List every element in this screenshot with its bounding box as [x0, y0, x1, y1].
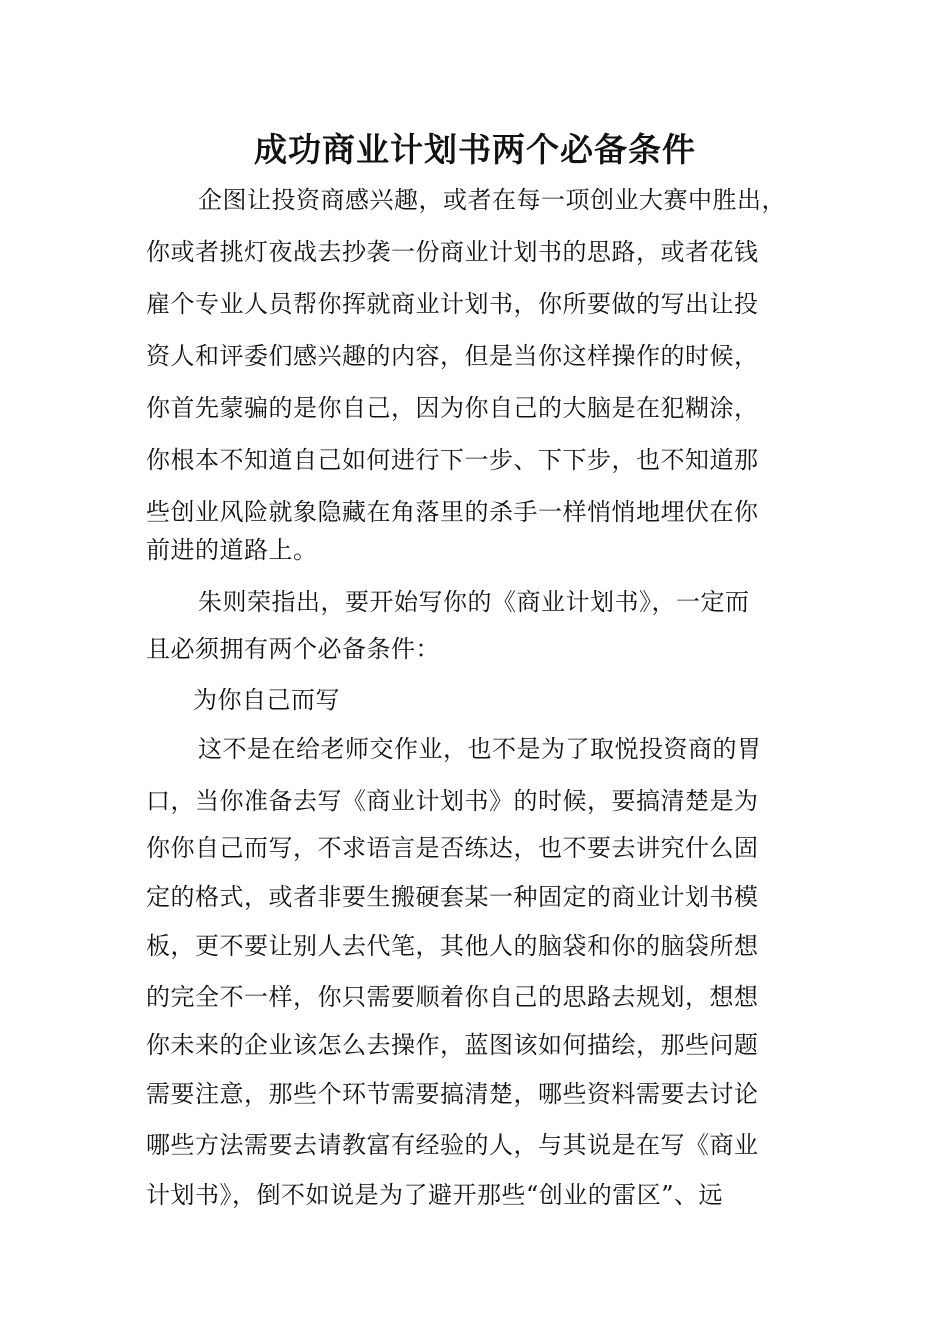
- text-line: 且必须拥有两个必备条件：: [146, 635, 440, 663]
- section-heading: 为你自己而写: [193, 686, 340, 714]
- text-line: 前进的道路上。: [146, 536, 318, 564]
- text-line: 资人和评委们感兴趣的内容，但是当你这样操作的时候，: [146, 342, 759, 370]
- text-line: 你或者挑灯夜战去抄袭一份商业计划书的思路，或者花钱: [146, 238, 759, 266]
- text-line: 雇个专业人员帮你挥就商业计划书，你所要做的写出让投: [146, 290, 759, 318]
- text-line: 企图让投资商感兴趣，或者在每一项创业大赛中胜出，: [198, 186, 786, 214]
- text-line: 板，更不要让别人去代笔，其他人的脑袋和你的脑袋所想: [146, 932, 759, 960]
- text-line: 你首先蒙骗的是你自己，因为你自己的大脑是在犯糊涂，: [146, 394, 759, 422]
- text-line: 这不是在给老师交作业，也不是为了取悦投资商的胃: [198, 735, 762, 763]
- text-line: 定的格式，或者非要生搬硬套某一种固定的商业计划书模: [146, 883, 759, 911]
- text-line: 口，当你准备去写《商业计划书》的时候，要搞清楚是为: [146, 787, 759, 815]
- text-line: 你未来的企业该怎么去操作，蓝图该如何描绘，那些问题: [146, 1031, 759, 1059]
- text-line: 的完全不一样，你只需要顺着你自己的思路去规划，想想: [146, 983, 759, 1011]
- document-title: 成功商业计划书两个必备条件: [254, 130, 696, 169]
- text-line: 计划书》，倒不如说是为了避开那些“创业的雷区”、远: [146, 1181, 724, 1209]
- text-line: 你你自己而写，不求语言是否练达，也不要去讲究什么固: [146, 834, 759, 862]
- text-line: 些创业风险就象隐藏在角落里的杀手一样悄悄地埋伏在你: [146, 498, 759, 526]
- text-line: 哪些方法需要去请教富有经验的人，与其说是在写《商业: [146, 1131, 759, 1159]
- text-line: 朱则荣指出，要开始写你的《商业计划书》，一定而: [198, 588, 750, 616]
- text-line: 你根本不知道自己如何进行下一步、下下步，也不知道那: [146, 446, 759, 474]
- text-line: 需要注意，那些个环节需要搞清楚，哪些资料需要去讨论: [146, 1080, 759, 1108]
